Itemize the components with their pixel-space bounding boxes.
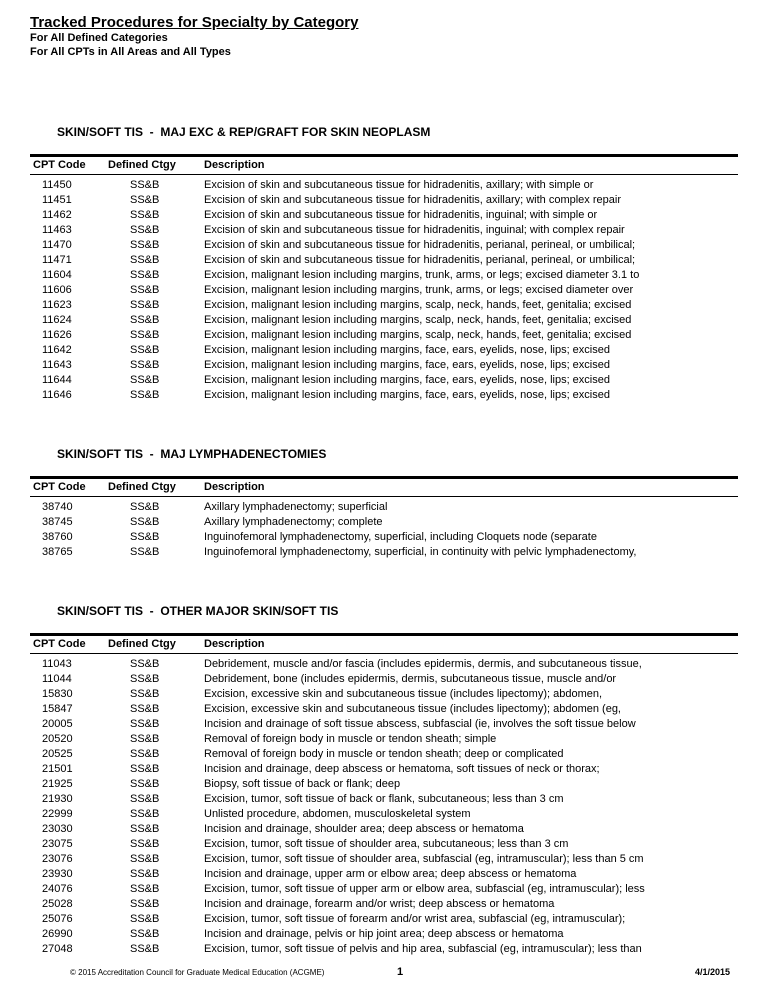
table-row	[30, 388, 738, 403]
copyright-text: © 2015 Accreditation Council for Graduate Medical Education (ACGME)	[70, 968, 325, 977]
cpt-code: 25076	[42, 913, 73, 925]
defined-ctgy: SS&B	[130, 179, 160, 191]
subtitle-cpts: For All CPTs in All Areas and All Types	[30, 46, 231, 58]
defined-ctgy: SS&B	[130, 778, 160, 790]
defined-ctgy: SS&B	[130, 329, 160, 341]
defined-ctgy: SS&B	[130, 284, 160, 296]
defined-ctgy: SS&B	[130, 913, 160, 925]
description: Excision, tumor, soft tissue of pelvis and hip area, subfascial (eg, intramuscular); less than	[204, 943, 642, 955]
subtitle-categories: For All Defined Categories	[30, 32, 168, 44]
description: Excision, malignant lesion including margins, trunk, arms, or legs; excised diameter over	[204, 284, 634, 296]
defined-ctgy: SS&B	[130, 808, 160, 820]
description: Biopsy, soft tissue of back or flank; deep	[204, 778, 401, 790]
table-row	[30, 927, 738, 942]
defined-ctgy: SS&B	[130, 314, 160, 326]
cpt-code: 24076	[42, 883, 73, 895]
defined-ctgy: SS&B	[130, 209, 160, 221]
description: Excision, malignant lesion including margins, face, ears, eyelids, nose, lips; excised	[204, 359, 610, 371]
table-row	[30, 882, 738, 897]
table-row	[30, 702, 738, 717]
defined-ctgy: SS&B	[130, 793, 160, 805]
cpt-code: 23930	[42, 868, 73, 880]
table-row	[30, 822, 738, 837]
defined-ctgy: SS&B	[130, 838, 160, 850]
defined-ctgy: SS&B	[130, 389, 160, 401]
cpt-code: 15847	[42, 703, 73, 715]
defined-ctgy: SS&B	[130, 718, 160, 730]
table-row	[30, 193, 738, 208]
column-header-cpt: CPT Code	[30, 635, 108, 654]
table-row	[30, 837, 738, 852]
defined-ctgy: SS&B	[130, 531, 160, 543]
sections	[30, 125, 738, 957]
column-header-desc: Description	[204, 156, 738, 175]
description: Inguinofemoral lymphadenectomy, superficial, in continuity with pelvic lymphadenectomy,	[204, 546, 637, 558]
table-row	[30, 867, 738, 882]
table-row	[30, 373, 738, 388]
table-row	[30, 672, 738, 687]
defined-ctgy: SS&B	[130, 853, 160, 865]
defined-ctgy: SS&B	[130, 359, 160, 371]
column-header-ctgy: Defined Ctgy	[108, 635, 204, 654]
description: Excision, malignant lesion including margins, face, ears, eyelids, nose, lips; excised	[204, 374, 610, 386]
defined-ctgy: SS&B	[130, 546, 160, 558]
cpt-code: 11462	[42, 209, 72, 221]
defined-ctgy: SS&B	[130, 748, 160, 760]
defined-ctgy: SS&B	[130, 868, 160, 880]
table-row	[30, 223, 738, 238]
cpt-code: 20525	[42, 748, 73, 760]
cpt-code: 11463	[42, 224, 72, 236]
table-row	[30, 497, 738, 516]
defined-ctgy: SS&B	[130, 763, 160, 775]
cpt-code: 21925	[42, 778, 73, 790]
defined-ctgy: SS&B	[130, 943, 160, 955]
defined-ctgy: SS&B	[130, 673, 160, 685]
table-row	[30, 762, 738, 777]
table-row	[30, 175, 738, 194]
table-row	[30, 942, 738, 957]
description: Incision and drainage, forearm and/or wrist; deep abscess or hematoma	[204, 898, 555, 910]
defined-ctgy: SS&B	[130, 239, 160, 251]
cpt-code: 20005	[42, 718, 73, 730]
table-row	[30, 747, 738, 762]
description: Excision of skin and subcutaneous tissue for hidradenitis, inguinal; with complex repair	[204, 224, 625, 236]
cpt-code: 11646	[42, 389, 72, 401]
procedure-table	[30, 476, 738, 560]
defined-ctgy: SS&B	[130, 194, 160, 206]
cpt-code: 38765	[42, 546, 73, 558]
defined-ctgy: SS&B	[130, 374, 160, 386]
cpt-code: 11451	[42, 194, 72, 206]
procedure-section	[30, 604, 738, 957]
column-header-cpt: CPT Code	[30, 156, 108, 175]
description: Axillary lymphadenectomy; superficial	[204, 501, 388, 513]
cpt-code: 20520	[42, 733, 73, 745]
cpt-code: 11471	[42, 254, 72, 266]
page-number: 1	[396, 966, 404, 978]
column-header-desc: Description	[204, 635, 738, 654]
description: Removal of foreign body in muscle or tendon sheath; deep or complicated	[204, 748, 564, 760]
table-header-row	[30, 156, 738, 175]
defined-ctgy: SS&B	[130, 254, 160, 266]
table-row	[30, 515, 738, 530]
table-row	[30, 807, 738, 822]
table-row	[30, 717, 738, 732]
table-row	[30, 777, 738, 792]
cpt-code: 11643	[42, 359, 72, 371]
table-row	[30, 912, 738, 927]
procedure-section	[30, 125, 738, 403]
description: Debridement, bone (includes epidermis, dermis, subcutaneous tissue, muscle and/or	[204, 673, 617, 685]
defined-ctgy: SS&B	[130, 516, 160, 528]
table-row	[30, 208, 738, 223]
procedure-table	[30, 154, 738, 403]
description: Excision of skin and subcutaneous tissue for hidradenitis, perianal, perineal, or umbilical;	[204, 254, 636, 266]
table-row	[30, 545, 738, 560]
description: Unlisted procedure, abdomen, musculoskeletal system	[204, 808, 471, 820]
table-row	[30, 343, 738, 358]
cpt-code: 23075	[42, 838, 73, 850]
description: Excision, malignant lesion including margins, scalp, neck, hands, feet, genitalia; excised	[204, 329, 632, 341]
cpt-code: 25028	[42, 898, 73, 910]
table-row	[30, 792, 738, 807]
cpt-code: 11044	[42, 673, 72, 685]
defined-ctgy: SS&B	[130, 224, 160, 236]
cpt-code: 11470	[42, 239, 72, 251]
cpt-code: 11623	[42, 299, 72, 311]
table-row	[30, 298, 738, 313]
description: Excision, malignant lesion including margins, scalp, neck, hands, feet, genitalia; excised	[204, 314, 632, 326]
description: Incision and drainage, pelvis or hip joint area; deep abscess or hematoma	[204, 928, 564, 940]
description: Excision of skin and subcutaneous tissue for hidradenitis, axillary; with simple or	[204, 179, 594, 191]
procedure-section	[30, 447, 738, 560]
page-footer	[30, 966, 738, 978]
cpt-code: 27048	[42, 943, 73, 955]
table-row	[30, 268, 738, 283]
table-row	[30, 328, 738, 343]
defined-ctgy: SS&B	[130, 733, 160, 745]
defined-ctgy: SS&B	[130, 299, 160, 311]
cpt-code: 11624	[42, 314, 72, 326]
table-row	[30, 313, 738, 328]
description: Excision, excessive skin and subcutaneous tissue (includes lipectomy); abdomen (eg,	[204, 703, 621, 715]
cpt-code: 38760	[42, 531, 73, 543]
description: Excision of skin and subcutaneous tissue for hidradenitis, perianal, perineal, or umbilical;	[204, 239, 636, 251]
defined-ctgy: SS&B	[130, 823, 160, 835]
defined-ctgy: SS&B	[130, 269, 160, 281]
cpt-code: 21930	[42, 793, 73, 805]
table-row	[30, 897, 738, 912]
description: Excision of skin and subcutaneous tissue for hidradenitis, axillary; with complex repair	[204, 194, 621, 206]
table-row	[30, 654, 738, 673]
cpt-code: 11043	[42, 658, 72, 670]
description: Excision, excessive skin and subcutaneous tissue (includes lipectomy); abdomen,	[204, 688, 603, 700]
description: Excision, tumor, soft tissue of shoulder area, subcutaneous; less than 3 cm	[204, 838, 569, 850]
cpt-code: 38745	[42, 516, 73, 528]
defined-ctgy: SS&B	[130, 501, 160, 513]
cpt-code: 26990	[42, 928, 73, 940]
defined-ctgy: SS&B	[130, 688, 160, 700]
description: Removal of foreign body in muscle or tendon sheath; simple	[204, 733, 497, 745]
report-date: 4/1/2015	[694, 967, 730, 977]
cpt-code: 11606	[42, 284, 72, 296]
description: Excision, malignant lesion including margins, face, ears, eyelids, nose, lips; excised	[204, 389, 610, 401]
table-row	[30, 687, 738, 702]
description: Excision, tumor, soft tissue of shoulder area, subfascial (eg, intramuscular); less than 5 cm	[204, 853, 644, 865]
section-heading: SKIN/SOFT TIS - OTHER MAJOR SKIN/SOFT TIS	[57, 604, 339, 618]
section-heading: SKIN/SOFT TIS - MAJ EXC & REP/GRAFT FOR SKIN NEOPLASM	[57, 125, 431, 139]
table-row	[30, 238, 738, 253]
cpt-code: 38740	[42, 501, 73, 513]
table-row	[30, 358, 738, 373]
description: Excision, malignant lesion including margins, face, ears, eyelids, nose, lips; excised	[204, 344, 610, 356]
cpt-code: 11642	[42, 344, 72, 356]
column-header-ctgy: Defined Ctgy	[108, 478, 204, 497]
description: Debridement, muscle and/or fascia (includes epidermis, dermis, and subcutaneous tissue,	[204, 658, 642, 670]
defined-ctgy: SS&B	[130, 928, 160, 940]
table-row	[30, 852, 738, 867]
cpt-code: 22999	[42, 808, 73, 820]
defined-ctgy: SS&B	[130, 898, 160, 910]
cpt-code: 23076	[42, 853, 73, 865]
description: Excision, tumor, soft tissue of back or flank, subcutaneous; less than 3 cm	[204, 793, 564, 805]
cpt-code: 15830	[42, 688, 73, 700]
table-row	[30, 530, 738, 545]
cpt-code: 11626	[42, 329, 72, 341]
table-header-row	[30, 635, 738, 654]
description: Excision, tumor, soft tissue of upper arm or elbow area, subfascial (eg, intramuscular); less	[204, 883, 645, 895]
defined-ctgy: SS&B	[130, 658, 160, 670]
procedure-table	[30, 633, 738, 957]
table-row	[30, 283, 738, 298]
description: Excision, tumor, soft tissue of forearm and/or wrist area, subfascial (eg, intramuscular);	[204, 913, 626, 925]
description: Excision, malignant lesion including margins, trunk, arms, or legs; excised diameter 3.1 to	[204, 269, 640, 281]
description: Incision and drainage, shoulder area; deep abscess or hematoma	[204, 823, 524, 835]
table-row	[30, 732, 738, 747]
table-header-row	[30, 478, 738, 497]
column-header-ctgy: Defined Ctgy	[108, 156, 204, 175]
cpt-code: 23030	[42, 823, 73, 835]
defined-ctgy: SS&B	[130, 344, 160, 356]
section-heading: SKIN/SOFT TIS - MAJ LYMPHADENECTOMIES	[57, 447, 327, 461]
cpt-code: 21501	[42, 763, 73, 775]
description: Incision and drainage, deep abscess or hematoma, soft tissues of neck or thorax;	[204, 763, 600, 775]
column-header-desc: Description	[204, 478, 738, 497]
cpt-code: 11604	[42, 269, 72, 281]
cpt-code: 11450	[42, 179, 72, 191]
page-title: Tracked Procedures for Specialty by Category	[30, 14, 359, 31]
description: Excision, malignant lesion including margins, scalp, neck, hands, feet, genitalia; excised	[204, 299, 632, 311]
description: Incision and drainage, upper arm or elbow area; deep abscess or hematoma	[204, 868, 577, 880]
description: Inguinofemoral lymphadenectomy, superficial, including Cloquets node (separate	[204, 531, 597, 543]
defined-ctgy: SS&B	[130, 703, 160, 715]
description: Axillary lymphadenectomy; complete	[204, 516, 383, 528]
description: Excision of skin and subcutaneous tissue for hidradenitis, inguinal; with simple or	[204, 209, 598, 221]
cpt-code: 11644	[42, 374, 72, 386]
description: Incision and drainage of soft tissue abscess, subfascial (ie, involves the soft tissue below	[204, 718, 636, 730]
defined-ctgy: SS&B	[130, 883, 160, 895]
table-row	[30, 253, 738, 268]
column-header-cpt: CPT Code	[30, 478, 108, 497]
